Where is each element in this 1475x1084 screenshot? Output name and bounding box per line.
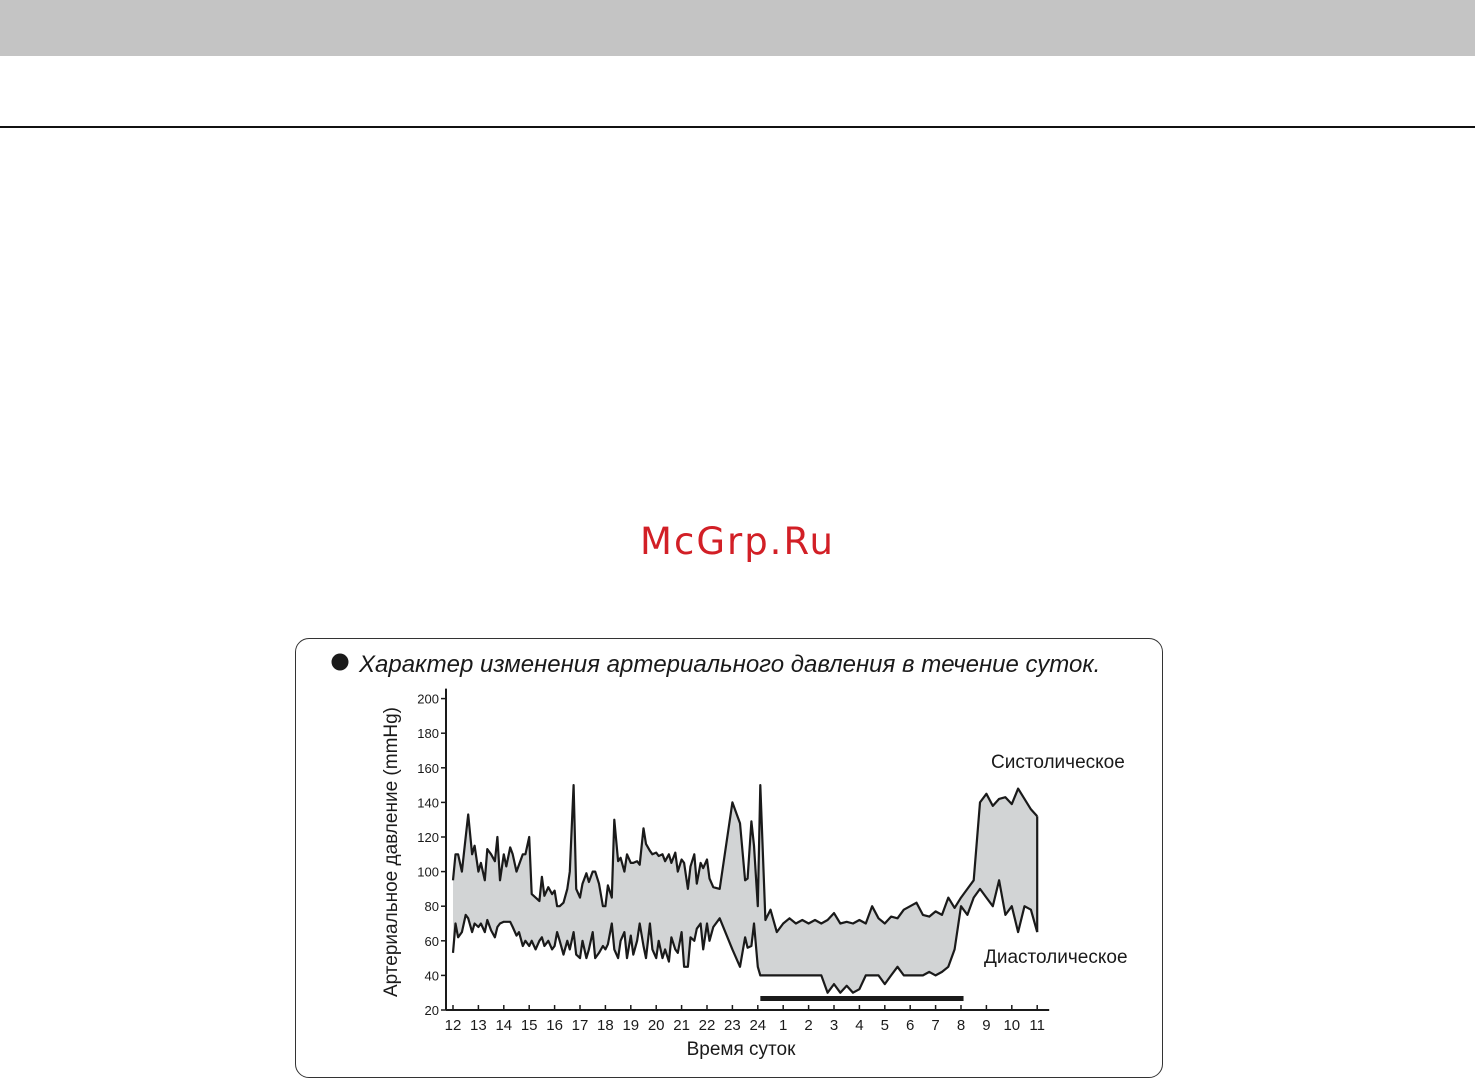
x-tick-label: 20	[647, 1017, 665, 1034]
y-axis-label: Артериальное давление (mmHg)	[381, 706, 402, 998]
x-tick-label: 8	[956, 1017, 966, 1034]
y-tick-label: 40	[424, 968, 439, 984]
chart-panel	[295, 638, 1163, 1078]
x-tick-label: 13	[470, 1017, 487, 1034]
y-tick-label: 200	[417, 691, 439, 707]
night-period-bar	[760, 996, 963, 1001]
x-tick-label: 16	[546, 1017, 563, 1034]
title-group	[332, 651, 1101, 678]
header-rule	[0, 126, 1475, 128]
series-label-systolic: Систолическое	[991, 752, 1125, 773]
x-tick-label: 15	[520, 1017, 538, 1034]
x-tick-label: 1	[779, 1017, 788, 1034]
x-tick-label: 12	[444, 1017, 462, 1034]
x-tick-label: 23	[724, 1017, 741, 1034]
series-label-diastolic: Диастолическое	[984, 947, 1128, 968]
chart-title: Характер изменения артериального давления в течение суток.	[359, 651, 1101, 678]
x-tick-label: 18	[597, 1017, 614, 1034]
y-tick-label: 100	[417, 864, 439, 880]
bp-chart	[296, 639, 1162, 1077]
x-tick-label: 19	[622, 1017, 640, 1034]
x-tick-label: 2	[804, 1017, 813, 1034]
x-tick-label: 5	[880, 1017, 889, 1034]
y-tick-label: 120	[417, 830, 439, 845]
y-tick-label: 140	[417, 795, 439, 811]
watermark: McGrp.Ru	[640, 520, 835, 563]
x-tick-label: 6	[906, 1017, 915, 1034]
x-tick-label: 9	[982, 1017, 991, 1034]
x-axis-label: Время суток	[686, 1039, 796, 1060]
x-tick-label: 11	[1029, 1017, 1045, 1034]
y-tick-label: 160	[417, 760, 439, 776]
y-tick-label: 80	[424, 899, 439, 915]
x-tick-label: 3	[829, 1017, 839, 1034]
y-tick-label: 20	[424, 1003, 439, 1018]
x-tick-label: 22	[698, 1017, 716, 1034]
x-tick-label: 7	[931, 1017, 940, 1034]
x-tick-label: 10	[1003, 1017, 1021, 1034]
top-bar	[0, 0, 1475, 56]
x-tick-label: 21	[673, 1017, 690, 1034]
y-tick-label: 180	[417, 726, 439, 742]
y-tick-label: 60	[424, 933, 439, 949]
x-tick-label: 14	[495, 1017, 513, 1034]
x-tick-label: 24	[749, 1017, 767, 1034]
x-tick-label: 17	[571, 1017, 589, 1034]
title-bullet-icon	[332, 654, 349, 671]
x-tick-label: 4	[855, 1017, 864, 1034]
